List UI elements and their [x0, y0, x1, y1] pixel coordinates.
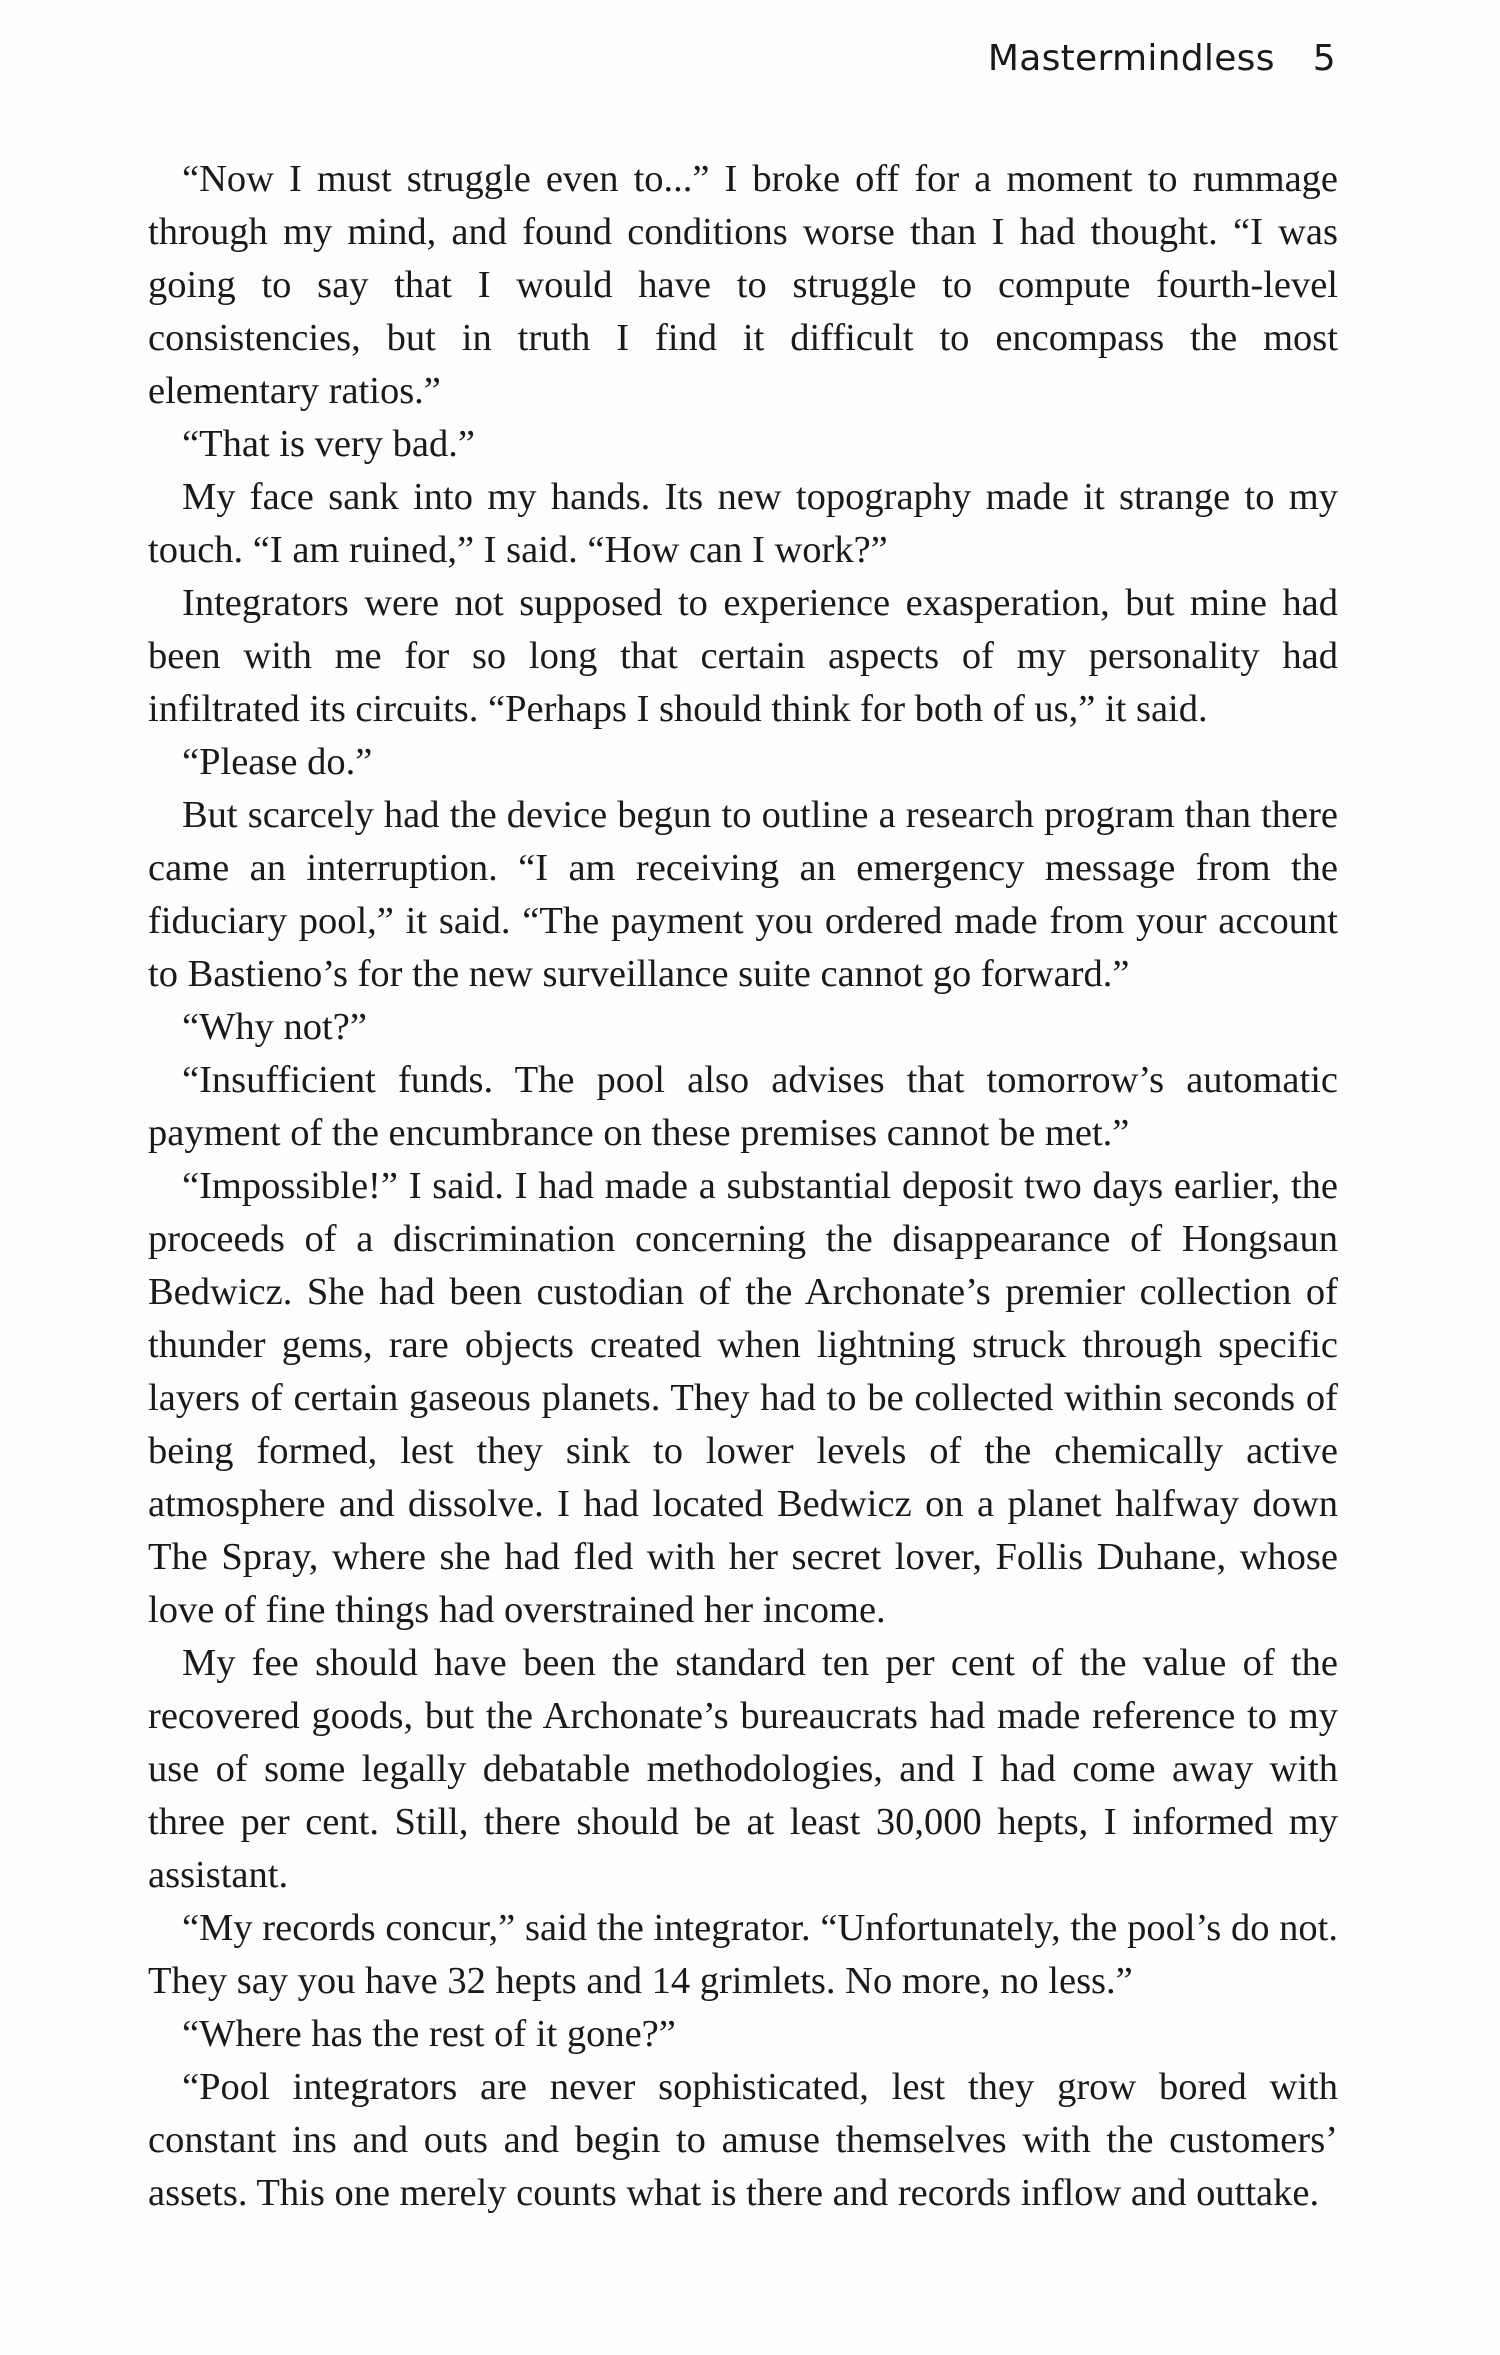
paragraph: “Pool integrators are never sophisticated, lest they grow bored with constant ins and outs and begin to amuse themselves with the customers’ assets. This one merely counts what is there and records inflow and outtake. [148, 2066, 1338, 2214]
paragraph: “Where has the rest of it gone?” [182, 2013, 676, 2055]
paragraph: Integrators were not supposed to experience exasperation, but mine had been with me for so long that certain aspects of my personality had infiltrated its circuits. “Perhaps I should think for both of us,” it said. [148, 582, 1338, 730]
body-text [148, 153, 1338, 2220]
paragraph: “Now I must struggle even to...” I broke off for a moment to rummage through my mind, and found conditions worse than I had thought. “I was going to say that I would have to struggle to compute fourth-level consistencies, but in truth I find it difficult to encompass the most elementary ratios.” [148, 158, 1338, 412]
paragraph: My fee should have been the standard ten per cent of the value of the recovered goods, but the Archonate’s bureaucrats had made reference to my use of some legally debatable methodologies, and I had come away with three per cent. Still, there should be at least 30,000 hepts, I informed my assistant. [148, 1642, 1338, 1896]
paragraph: “Impossible!” I said. I had made a substantial deposit two days earlier, the proceeds of a discrimination concerning the disappearance of Hongsaun Bedwicz. She had been custodian of the Archonate’s premier collection of thunder gems, rare objects created when lightning struck through specific layers of certain gaseous planets. They had to be collected within seconds of being formed, lest they sink to lower levels of the chemically active atmosphere and dissolve. I had located Bedwicz on a planet halfway down The Spray, where she had fled with her secret lover, Follis Duhane, whose love of fine things had overstrained her income. [148, 1165, 1338, 1631]
paragraph: “Insufficient funds. The pool also advises that tomorrow’s automatic payment of the encumbrance on these premises cannot be met.” [148, 1059, 1338, 1154]
paragraph: “Why not?” [182, 1006, 367, 1048]
paragraph: My face sank into my hands. Its new topography made it strange to my touch. “I am ruined,” I said. “How can I work?” [148, 476, 1338, 571]
running-head [988, 38, 1336, 79]
paragraph: But scarcely had the device begun to outline a research program than there came an interruption. “I am receiving an emergency message from the fiduciary pool,” it said. “The payment you ordered made from your account to Bastieno’s for the new surveillance suite cannot go forward.” [148, 794, 1338, 995]
page-number: 5 [1312, 38, 1336, 79]
chapter-title: Mastermindless [987, 38, 1275, 79]
paragraph: “That is very bad.” [182, 423, 475, 465]
paragraph: “Please do.” [182, 741, 373, 783]
paragraph: “My records concur,” said the integrator. “Unfortunately, the pool’s do not. They say you have 32 hepts and 14 grimlets. No more, no less.” [148, 1907, 1338, 2002]
